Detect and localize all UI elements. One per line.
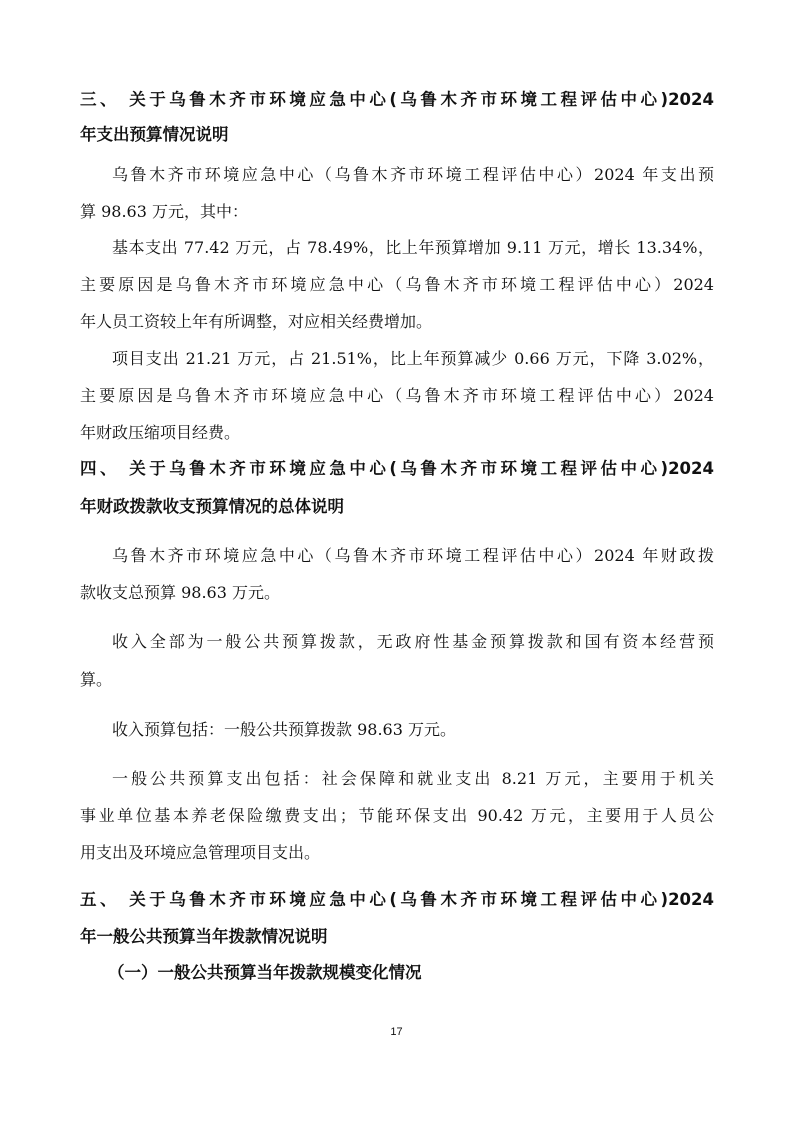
section-four-paragraph2-line2: 算。	[80, 670, 113, 689]
section-three-paragraph2-line1: 基本支出 77.42 万元，占 78.49%，比上年预算增加 9.11 万元，增长 13.34%，	[112, 238, 714, 257]
section-five-heading-line1: 五、 关于乌鲁木齐市环境应急中心(乌鲁木齐市环境工程评估中心)2024	[80, 890, 714, 909]
section-three-heading-line1: 三、 关于乌鲁木齐市环境应急中心(乌鲁木齐市环境工程评估中心)2024	[80, 90, 714, 109]
section-four-paragraph1-line2: 款收支总预算 98.63 万元。	[80, 583, 280, 602]
section-four-heading-line1: 四、 关于乌鲁木齐市环境应急中心(乌鲁木齐市环境工程评估中心)2024	[80, 459, 714, 478]
section-four-paragraph3-line1: 收入预算包括：一般公共预算拨款 98.63 万元。	[112, 720, 456, 739]
section-three-heading-line2: 年支出预算情况说明	[80, 125, 229, 144]
section-three-paragraph3-line3: 年财政压缩项目经费。	[80, 423, 241, 442]
section-four-paragraph2-line1: 收入全部为一般公共预算拨款，无政府性基金预算拨款和国有资本经营预	[112, 632, 714, 651]
section-three-paragraph1-line2: 算 98.63 万元，其中：	[80, 202, 248, 221]
section-five-heading-line2: 年一般公共预算当年拨款情况说明	[80, 927, 328, 946]
section-four-paragraph4-line1: 一般公共预算支出包括：社会保障和就业支出 8.21 万元，主要用于机关	[112, 769, 714, 788]
section-four-paragraph4-line3: 用支出及环境应急管理项目支出。	[80, 843, 321, 862]
section-three-paragraph2-line3: 年人员工资较上年有所调整，对应相关经费增加。	[80, 312, 433, 331]
section-three-paragraph2-line2: 主要原因是乌鲁木齐市环境应急中心（乌鲁木齐市环境工程评估中心）2024	[80, 275, 714, 294]
section-four-paragraph4-line2: 事业单位基本养老保险缴费支出；节能环保支出 90.42 万元，主要用于人员公	[80, 806, 714, 825]
section-five-sub-heading: （一）一般公共预算当年拨款规模变化情况	[108, 963, 422, 982]
section-four-paragraph1-line1: 乌鲁木齐市环境应急中心（乌鲁木齐市环境工程评估中心）2024 年财政拨	[112, 546, 714, 565]
section-three-paragraph3-line2: 主要原因是乌鲁木齐市环境应急中心（乌鲁木齐市环境工程评估中心）2024	[80, 386, 714, 405]
section-four-heading-line2: 年财政拨款收支预算情况的总体说明	[80, 497, 344, 516]
section-three-paragraph3-line1: 项目支出 21.21 万元，占 21.51%，比上年预算减少 0.66 万元，下降 3.02%，	[112, 349, 714, 368]
section-three-paragraph1-line1: 乌鲁木齐市环境应急中心（乌鲁木齐市环境工程评估中心）2024 年支出预	[112, 165, 714, 184]
page-number: 17	[390, 1026, 403, 1038]
